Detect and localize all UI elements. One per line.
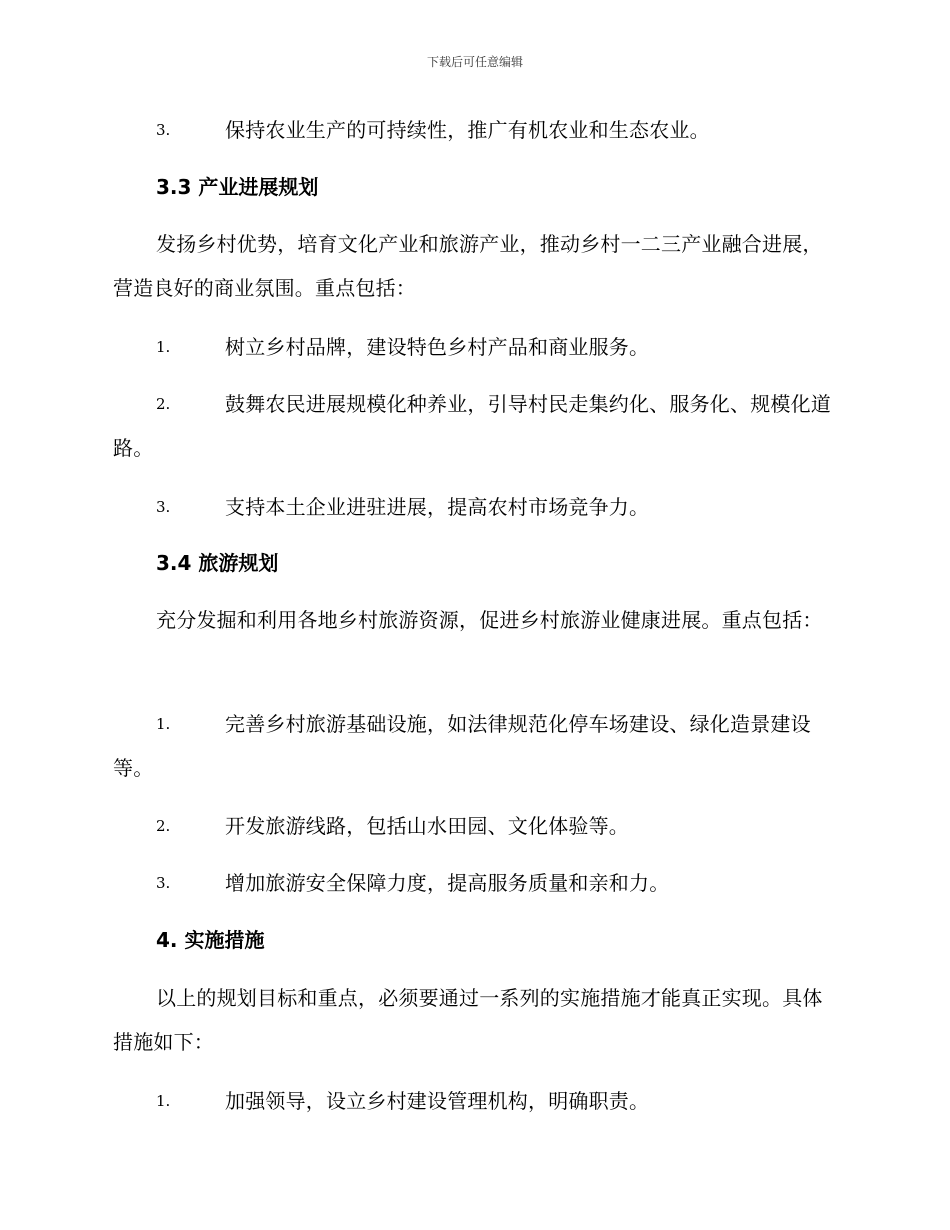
section-heading-4: 4. 实施措施 <box>156 928 265 952</box>
section-heading-3-3: 3.3 产业进展规划 <box>156 175 319 199</box>
list-item <box>113 861 835 905</box>
list-item-text: 开发旅游线路，包括山水田园、文化体验等。 <box>225 814 629 838</box>
list-item-text: 加强领导，设立乡村建设管理机构，明确职责。 <box>225 1089 650 1113</box>
section-intro-3-3: 发扬乡村优势，培育文化产业和旅游产业，推动乡村一二三产业融合进展，营造良好的商业氛围。重点包括： <box>113 232 823 300</box>
list-item <box>113 382 835 470</box>
section-heading-3-4: 3.4 旅游规划 <box>156 551 279 575</box>
list-item <box>113 108 835 152</box>
list-item <box>113 702 835 790</box>
list-item-number: 2. <box>156 817 171 835</box>
list-item-number: 1. <box>156 1092 171 1110</box>
list-item-number: 3. <box>156 874 171 892</box>
list-item-text: 完善乡村旅游基础设施，如法律规范化停车场建设、绿化造景建设等。 <box>113 712 811 780</box>
list-item <box>113 325 835 369</box>
list-item <box>113 1079 835 1123</box>
section-intro-3-4: 充分发掘和利用各地乡村旅游资源，促进乡村旅游业健康进展。重点包括： <box>156 608 823 632</box>
list-item-text: 支持本土企业进驻进展，提高农村市场竞争力。 <box>225 495 650 519</box>
list-item-text: 增加旅游安全保障力度，提高服务质量和亲和力。 <box>225 871 670 895</box>
list-item-number: 1. <box>156 715 171 733</box>
list-item-number: 3. <box>156 121 171 139</box>
list-item-number: 3. <box>156 498 171 516</box>
list-item-text: 保持农业生产的可持续性，推广有机农业和生态农业。 <box>225 118 710 142</box>
list-item <box>113 485 835 529</box>
list-item <box>113 804 835 848</box>
list-item-number: 1. <box>156 338 171 356</box>
list-item-text: 树立乡村品牌，建设特色乡村产品和商业服务。 <box>225 335 650 359</box>
page-header-note: 下载后可任意编辑 <box>426 55 523 69</box>
section-intro-4: 以上的规划目标和重点，必须要通过一系列的实施措施才能真正实现。具体措施如下： <box>113 986 823 1054</box>
list-item-number: 2. <box>156 395 171 413</box>
list-item-text: 鼓舞农民进展规模化种养业，引导村民走集约化、服务化、规模化道路。 <box>113 392 831 460</box>
